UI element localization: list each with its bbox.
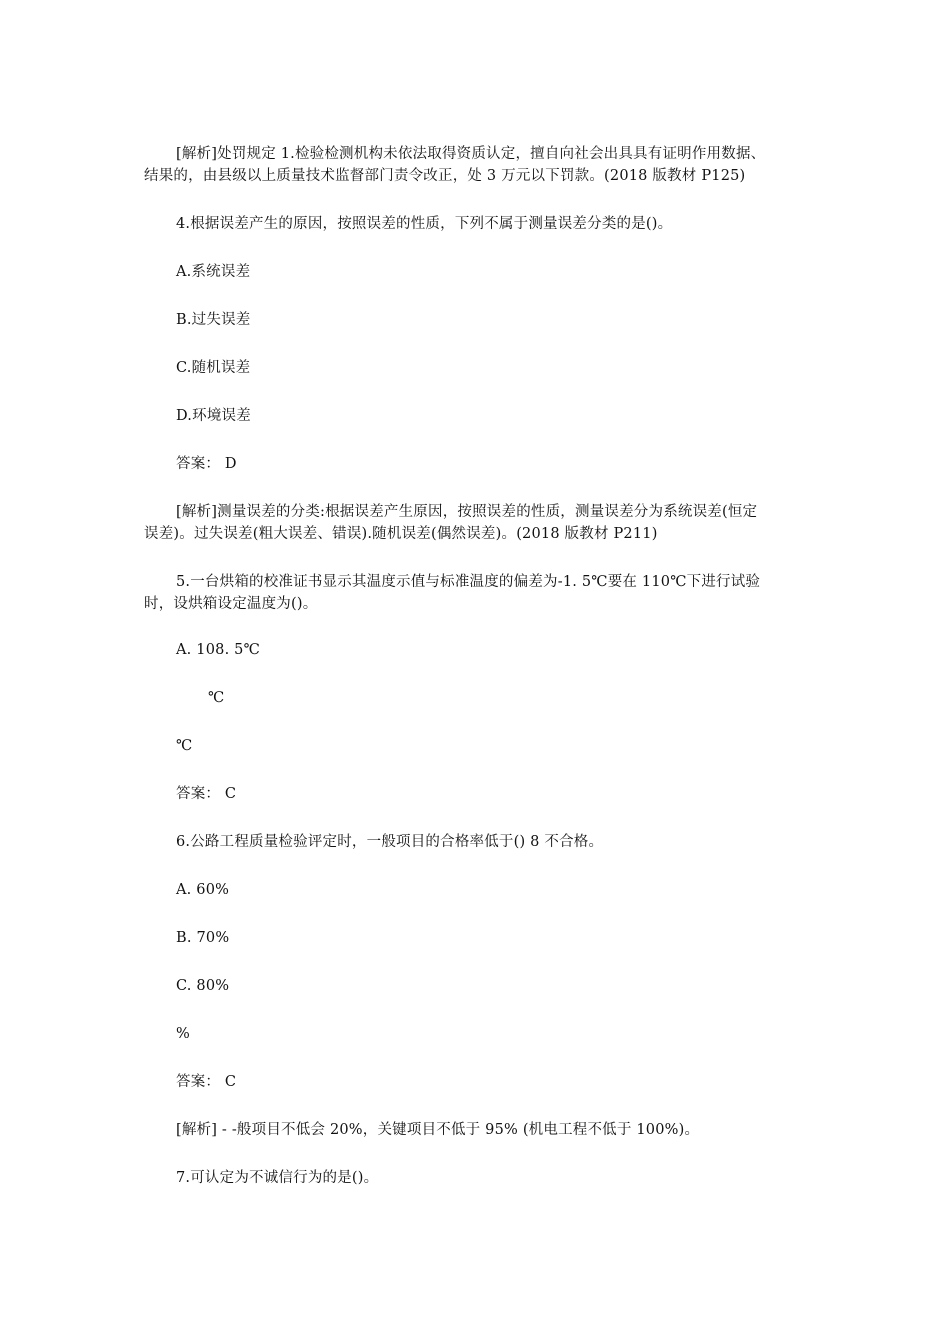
question-6-text: 6.公路工程质量检验评定时，一般项目的合格率低于() 8 不合格。 [176,834,604,850]
question-4-option-b: B.过失误差 [176,312,251,328]
question-6-option-fragment: % [176,1026,190,1042]
analysis-paragraph-1-line-1: [解析]处罚规定 1.检验检测机构未依法取得资质认定，擅自向社会出具具有证明作用数据、 [176,146,766,162]
question-4-option-d: D.环境误差 [176,408,251,424]
question-7-text: 7.可认定为不诚信行为的是()。 [176,1170,379,1186]
question-5-text-line-1: 5.一台烘箱的校准证书显示其温度示值与标准温度的偏差为-1. 5℃要在 110℃下进行试验 [176,574,761,590]
question-4-option-a: A.系统误差 [176,264,251,280]
question-5-option-fragment-1: ℃ [208,690,225,706]
question-4-answer: 答案： D [176,456,237,472]
question-4-text: 4.根据误差产生的原因，按照误差的性质，下列不属于测量误差分类的是()。 [176,216,673,232]
analysis-paragraph-2-line-1: [解析]测量误差的分类:根据误差产生原因，按照误差的性质，测量误差分为系统误差(恒定 [176,504,758,520]
question-6-option-c: C. 80% [176,978,230,994]
question-5-option-a: A. 108. 5℃ [176,642,261,658]
question-5-option-fragment-2: ℃ [176,738,193,754]
analysis-paragraph-2-line-2: 误差)。过失误差(粗大误差、错误).随机误差(偶然误差)。(2018 版教材 P211) [144,526,658,542]
question-5-answer: 答案： C [176,786,237,802]
question-4-option-c: C.随机误差 [176,360,251,376]
analysis-paragraph-1-line-2: 结果的，由县级以上质量技术监督部门责令改正，处 3 万元以下罚款。(2018 版教材 P125) [144,168,746,184]
question-6-option-a: A. 60% [176,882,230,898]
question-5-text-line-2: 时，设烘箱设定温度为()。 [144,596,318,612]
question-6-option-b: B. 70% [176,930,230,946]
question-6-answer: 答案： C [176,1074,237,1090]
analysis-paragraph-3: [解析] - -般项目不低会 20%，关键项目不低于 95% (机电工程不低于 100%)。 [176,1122,700,1138]
